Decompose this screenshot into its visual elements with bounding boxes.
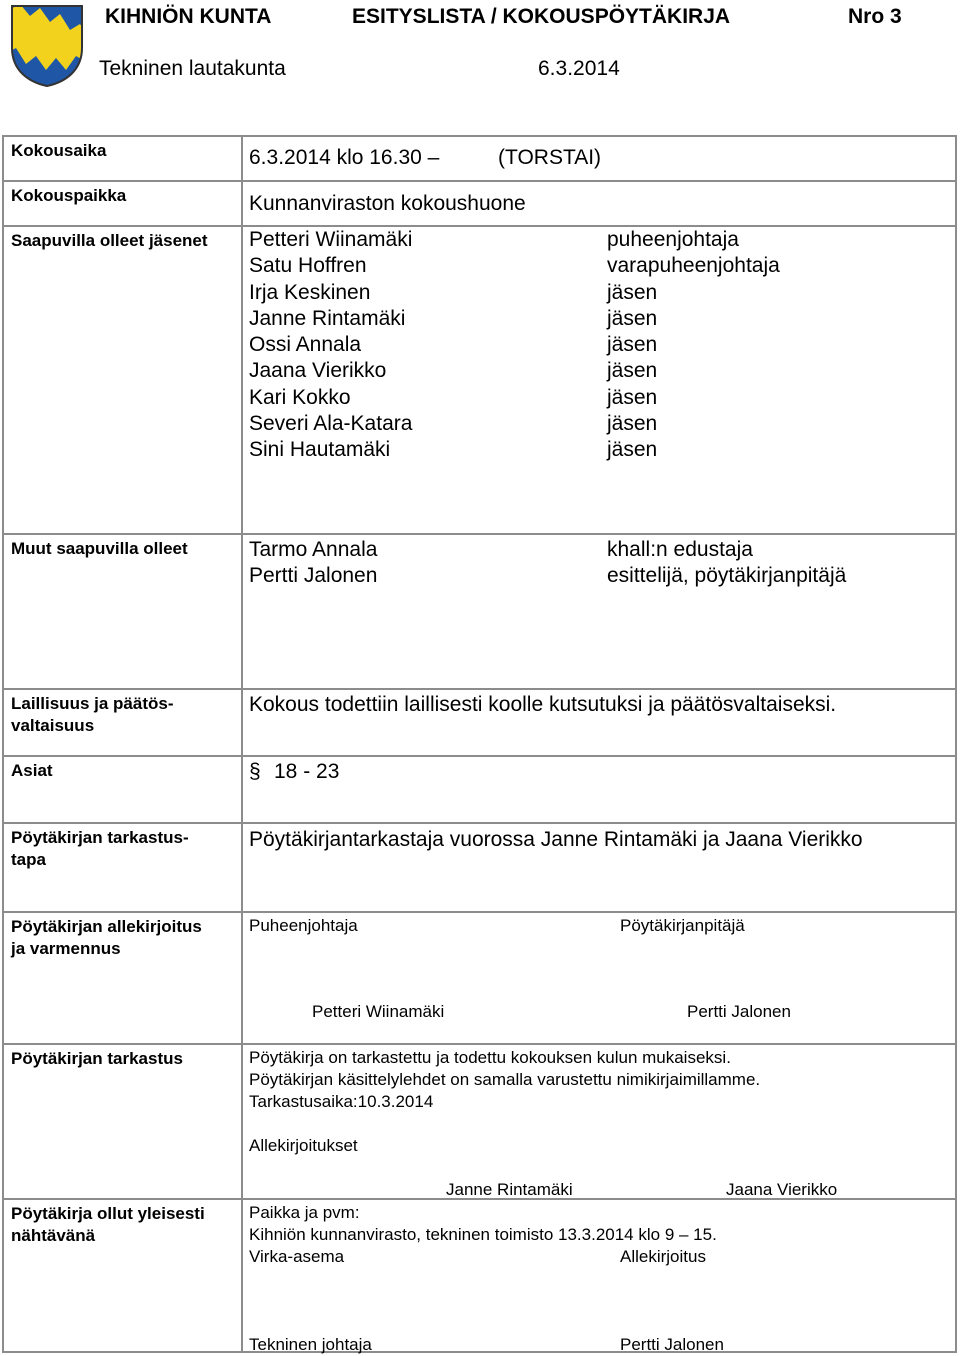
member-name: Severi Ala-Katara: [249, 412, 413, 436]
row-items: [3, 756, 956, 823]
label-signing: Pöytäkirjan allekirjoitus ja varmennus: [3, 912, 242, 1044]
position-label: Virka-asema: [249, 1247, 345, 1266]
section-symbol: §: [249, 760, 261, 783]
municipal-crest-icon: [10, 4, 84, 88]
member-name: Jaana Vierikko: [249, 359, 387, 383]
member-role: puheenjohtaja: [607, 228, 739, 251]
row-signing: [3, 912, 956, 1044]
legality-text: Kokous todettiin laillisesti koolle kutsutuksi ja päätösvaltaiseksi.: [249, 693, 837, 716]
position-value: Tekninen johtaja: [249, 1335, 372, 1354]
check-method-text: Pöytäkirjantarkastaja vuorossa Janne Rintamäki ja Jaana Vierikko: [249, 828, 863, 851]
chair-title: Puheenjohtaja: [249, 916, 358, 935]
label-others: Muut saapuvilla olleet: [3, 534, 242, 689]
row-check-method: [3, 823, 956, 912]
meeting-time-value: 6.3.2014 klo 16.30 –: [249, 146, 440, 169]
member-role: jäsen: [607, 385, 658, 409]
reviewer-2: Jaana Vierikko: [726, 1180, 838, 1199]
row-others: [3, 534, 956, 689]
public-place: [249, 1202, 717, 1246]
row-public: [3, 1199, 956, 1352]
others-roles: [607, 537, 846, 590]
review-line: Pöytäkirjan käsittelylehdet on samalla varustettu nimikirjaimillamme.: [249, 1070, 761, 1089]
other-role: esittelijä, pöytäkirjanpitäjä: [607, 564, 847, 588]
member-name: Satu Hoffren: [249, 254, 367, 278]
minutes-table: [2, 135, 957, 1353]
member-role: jäsen: [607, 359, 658, 383]
member-name: Petteri Wiinamäki: [249, 228, 413, 251]
member-role: jäsen: [607, 306, 658, 330]
reviewer-1: Janne Rintamäki: [446, 1180, 573, 1199]
review-line: Tarkastusaika:10.3.2014: [249, 1092, 434, 1111]
members-names: [249, 227, 412, 464]
document-type: ESITYSLISTA / KOKOUSPÖYTÄKIRJA: [352, 5, 731, 28]
member-role: jäsen: [607, 438, 658, 462]
other-name: Tarmo Annala: [249, 538, 378, 561]
secretary-title: Pöytäkirjanpitäjä: [620, 916, 745, 935]
review-text: [249, 1047, 760, 1113]
meeting-place-value: Kunnanviraston kokoushuone: [249, 192, 526, 215]
row-meeting-time: [3, 136, 956, 181]
document-number: Nro 3: [848, 5, 902, 28]
member-name: Kari Kokko: [249, 385, 351, 409]
member-name: Ossi Annala: [249, 333, 362, 357]
member-name: Sini Hautamäki: [249, 438, 391, 462]
members-roles: [607, 227, 780, 464]
chair-name: Petteri Wiinamäki: [312, 1002, 445, 1021]
label-items: Asiat: [3, 756, 242, 823]
member-role: jäsen: [607, 412, 658, 436]
member-role: jäsen: [607, 280, 658, 304]
meeting-day: (TORSTAI): [498, 146, 602, 169]
place-label: Paikka ja pvm:: [249, 1203, 360, 1222]
row-legality: [3, 689, 956, 756]
member-name: Janne Rintamäki: [249, 306, 406, 330]
row-members: [3, 226, 956, 534]
municipality-name: KIHNIÖN KUNTA: [105, 5, 272, 28]
review-line: Pöytäkirja on tarkastettu ja todettu kokouksen kulun mukaiseksi.: [249, 1048, 731, 1067]
committee-name: Tekninen lautakunta: [99, 57, 286, 80]
row-meeting-place: [3, 181, 956, 226]
place-value: Kihniön kunnanvirasto, tekninen toimisto 13.3.2014 klo 9 – 15.: [249, 1225, 717, 1244]
others-names: [249, 537, 377, 590]
label-meeting-time: Kokousaika: [3, 136, 242, 181]
member-role: jäsen: [607, 333, 658, 357]
label-public: Pöytäkirja ollut yleisesti nähtävänä: [3, 1199, 242, 1352]
label-check-method: Pöytäkirjan tarkastus- tapa: [3, 823, 242, 912]
meeting-date: 6.3.2014: [538, 57, 620, 80]
label-review: Pöytäkirjan tarkastus: [3, 1044, 242, 1199]
label-meeting-place: Kokouspaikka: [3, 181, 242, 226]
other-role: khall:n edustaja: [607, 538, 753, 561]
signatures-label: Allekirjoitukset: [249, 1136, 358, 1155]
member-role: varapuheenjohtaja: [607, 254, 780, 278]
member-name: Irja Keskinen: [249, 280, 371, 304]
other-name: Pertti Jalonen: [249, 564, 378, 588]
signer-name: Pertti Jalonen: [620, 1335, 724, 1354]
label-members: Saapuvilla olleet jäsenet: [3, 226, 242, 534]
secretary-name: Pertti Jalonen: [687, 1002, 791, 1021]
row-review: [3, 1044, 956, 1199]
label-legality: Laillisuus ja päätös- valtaisuus: [3, 689, 242, 756]
signature-label: Allekirjoitus: [620, 1247, 706, 1266]
items-range: 18 - 23: [274, 760, 340, 783]
